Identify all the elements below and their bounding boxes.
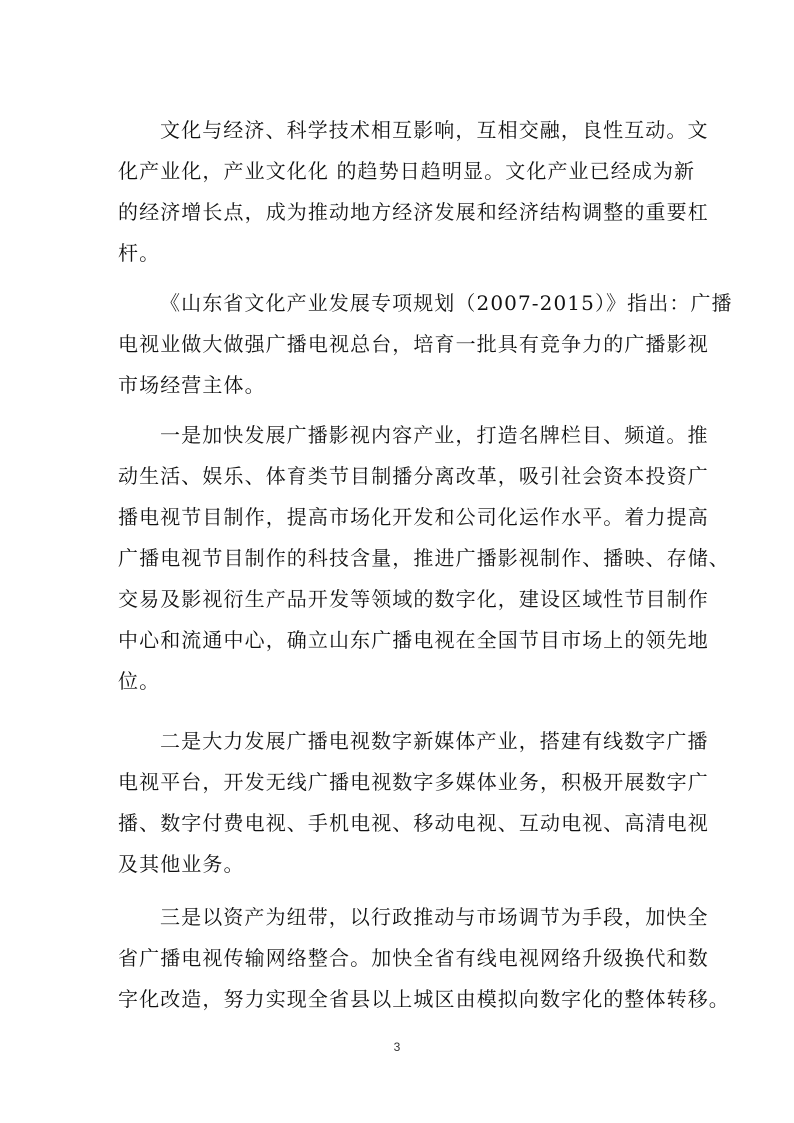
page-number: 3 [393,1040,401,1054]
paragraph-1-line-4: 杆。 [118,241,161,265]
paragraph-3-line-4: 广播电视节目制作的科技含量，推进广播影视制作、播映、存储、 [118,546,730,570]
paragraph-5-line-1: 三是以资产为纽带，以行政推动与市场调节为手段，加快全 [160,905,709,929]
paragraph-3-line-3: 播电视节目制作，提高市场化开发和公司化运作水平。着力提高 [118,505,709,529]
paragraph-2-line-3: 市场经营主体。 [118,373,266,397]
paragraph-4-line-3: 播、数字付费电视、手机电视、移动电视、互动电视、高清电视 [118,811,709,835]
paragraph-1-line-3: 的经济增长点，成为推动地方经济发展和经济结构调整的重要杠 [118,200,709,224]
paragraph-3-line-5: 交易及影视衍生产品开发等领域的数字化，建设区域性节目制作 [118,587,709,611]
paragraph-3-line-1: 一是加快发展广播影视内容产业，打造名牌栏目、频道。推 [160,423,709,447]
paragraph-3-line-6: 中心和流通中心，确立山东广播电视在全国节目市场上的领先地 [118,628,709,652]
paragraph-1-line-1: 文化与经济、科学技术相互影响，互相交融，良性互动。文 [160,118,709,142]
paragraph-2-line-2: 电视业做大做强广播电视总台，培育一批具有竞争力的广播影视 [118,332,709,356]
paragraph-5-line-2: 省广播电视传输网络整合。加快全省有线电视网络升级换代和数 [118,946,709,970]
paragraph-4-line-2: 电视平台，开发无线广播电视数字多媒体业务，积极开展数字广 [118,770,709,794]
paragraph-3-line-7: 位。 [118,669,161,693]
paragraph-1-line-2: 化产业化，产业文化化 的趋势日趋明显。文化产业已经成为新 [118,159,696,183]
paragraph-4-line-4: 及其他业务。 [118,852,245,876]
paragraph-2-line-1: 《山东省文化产业发展专项规划（2007-2015）》指出：广播 [160,291,733,315]
paragraph-4-line-1: 二是大力发展广播电视数字新媒体产业，搭建有线数字广播 [160,729,709,753]
paragraph-3-line-2: 动生活、娱乐、体育类节目制播分离改革，吸引社会资本投资广 [118,464,709,488]
paragraph-5-line-3: 字化改造，努力实现全省县以上城区由模拟向数字化的整体转移。 [118,987,730,1011]
